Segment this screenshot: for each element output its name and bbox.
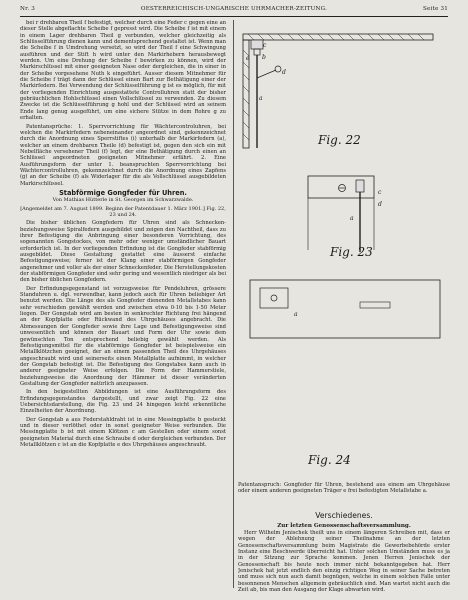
fig-23-label: Fig. 23 [330, 245, 373, 259]
label-a-23: a [350, 215, 354, 222]
article-title: Stabförmige Gongfeder für Uhren. [59, 188, 187, 197]
section-subtitle: Zur letzten Genossenschaftsversammlung. [277, 523, 411, 529]
figure-23 [308, 176, 382, 259]
article-dates: [Angemeldet am 7. August 1899. Beginn der Patentdauer 1. März 1901.] Fig. 22, 23 und 24. [20, 205, 226, 218]
newspaper-title: OESTERREICHISCH-UNGARISCHE UHRMACHER-ZEITUNG. [140, 6, 328, 12]
paragraph: In den beigestellten Abbildungen ist eine Ausführungsform des Erfindungsgegenstandes dargestellt, und zwar zeigt Fig. 22 eine Uebersichtsdarstellung, die Fig. 23 und 24 hingegen leicht erkenntliche Einzelheiten der Anordnung. [20, 389, 226, 415]
label-a-24: a [294, 311, 298, 318]
column-divider [233, 20, 234, 588]
hammer-head [275, 66, 281, 72]
label-a: a [259, 95, 263, 102]
header-rule [20, 16, 448, 17]
paragraph: Der Erfindungsgegenstand ist vorzugsweise für Pendeluhren, grössere Standuhren u. dgl. verwendbar, kann jedoch auch für Uhren beliebiger Art benutzt werden. Die Länge des als Gongfeder dienenden Metallstabes kann sehr verschieden gewählt werden und zwischen etwa 0·10 bis 1·50 Meter liegen. Der Gongstab wird am besten in senkrechter Richtung frei hängend an der Kopfplatte oder Rückwand des Uhrgehäuses angebracht. Die Abmessungen der Gongfeder sowie ihre Lage und Befestigungsweise sind unwesentlich und können der Bauart und Form der Uhr sowie dem gewünschten Ton entsprechend beliebig gewählt werden. Als Befestigungsmittel für die stabförmige Gongfeder ist beispielsweise ein Metallklötzchen geeignet, der an einem passenden Theil des Uhrgehäuses angeschraubt wird und seinerseits einen Metallplatte aufnimmt, in welcher der Gongstab befestigt ist. Die Befestigung des Gongstabes kann auch in anderer geeigneter Weise erfolgen. Die Form der Hammerstiele, beziehungsweise die Anordnung der Hämmer ist dieser veränderten Gestaltung der Gongfeder natürlich anzupassen. [20, 285, 226, 387]
screw-d-24 [271, 295, 277, 301]
article-byline: Von Mathias Hütterle in St. Georgen im Schwarzwalde. [52, 197, 194, 204]
plate-b-23 [356, 180, 364, 192]
paragraph: Die bisher üblichen Gongfedern für Uhren sind als Schnecken-beziehungsweise Spiralfedern ausgebildet und zeigen den Nachtheil, dass zu ihrer Befestigung die Anbringung einer besonderen Vorrichtung, des sogenannten Gongstockes, von mehr oder weniger umständlicher Bauart erforderlich ist. In der vorliegenden Erfindung ist die Gongfeder stabförmig ausgebildet. Diese Gestaltung gestattet eine äusserst einfache Befestigungsweise; ferner ist der Klang einer stabförmigen Gongfeder angenehmer und voller als der einer Schneckenfeder. Die Herstellungskosten der stabförmigen Gongfeder sind sehr gering und wesentlich niedriger als bei den bisher üblichen Gongfedern. [20, 220, 226, 284]
paragraph: Der Gongstab a aus Federstahldraht ist in eine Messingplatte b gesteckt und in dieser verlöthet oder in sonst geeigneter Weise verbunden. Die Messingplatte b ist mit einem Klötzen c am Gestellen oder einem sonst geeigneten Material durch eine Schraube d oder dergleichen verbunden. Der Metallklötzen c ist an die Kopfplatte e des Uhrgehäuses angeschraubt. [20, 416, 226, 448]
left-column [20, 20, 226, 588]
paragraph: Herr Wilhelm Jenischek theilt uns in einem längeren Schreiben mit, dass er wegen der Ablehnung seiner Theilnahme an der letzten Genossenschaftsversammlung beim Magistrate die Gewerbebehörde erster Instanz eine Beschwerde überreicht hat. Unter solchen Umständen muss es ja in der Sitzung zur Sprache kommen. Jenen Herren Jenischek der Genossenschaft bis heute noch immer nicht bekanntgegeben hat. Herr Jenischek hat jetzt endlich den einzig richtigen Weg in seiner Sache betreten und muss sich nun auch damit begnügen, welche in einem solchen Falle unter besonnenen Menschen allgemein gebräuchlich sind. Man wartet nicht auch die Zeit ab, bis man den Ausgang der Klage abwarten wird. [238, 530, 450, 592]
label-c-23: c [378, 189, 382, 196]
block-c-24 [260, 288, 288, 308]
patent-drawings [238, 20, 450, 482]
figures-area [238, 20, 450, 482]
figure-caption: Patentanspruch: Gongfeder für Uhren, bestehend aus einem am Uhrgehäuse oder einem anderen geeigneten Träger e frei befestigten Metallstabe a. [238, 482, 450, 495]
fig-22-label: Fig. 22 [318, 133, 361, 147]
figure-22 [243, 34, 433, 148]
plate-24 [250, 280, 440, 338]
block-c [251, 40, 263, 49]
section-title: Verschiedenes. [315, 511, 373, 520]
issue-number: Nr. 3 [20, 6, 36, 12]
label-d: d [282, 69, 286, 76]
figure-24 [250, 280, 440, 467]
head-plate [243, 34, 433, 40]
fig-24-label: Fig. 24 [308, 453, 351, 467]
section-text [238, 530, 450, 592]
slot-24 [360, 302, 390, 308]
label-b: b [262, 54, 266, 61]
page-number: Seite 31 [423, 6, 448, 12]
plate-b [254, 49, 260, 55]
paragraph: bei r drehbaren Theil f befestigt, welcher durch eine Feder c gegen eine an dieser Stelle abgeflachte Scheibe f gepresst wird. Die Scheibe f ist mit einem in einem Lager drehbaren Theil g verbunden, welcher gleichzeitig als Schlüsselführung dienen kann und dementsprechend gestaltet ist. Wenn man die Scheibe f in Umdrehung versetzt, so wird der Theil f eine Schwingung ausführen und der Stift h wird unter den Markirhebern herausbewegt werden. Um eine Drehung der Scheibe f bewirken zu können, wird der Markirschlüssel mit einer geeigneten Nase oder dergleichen, die in einer in der Scheibe vorgesehene Nuth k eingeführt. Ausser diesem Mitnehmer für die Scheibe f trägt dann der Schlüssel einen Bart zur Bethätigung einer der Markirfedern. Bei Verwendung der Schlüsselführung g ist es möglich, für mit der vorliegenden Einrichtung ausgestattete Controlluhren statt der bisher gebräuchlichen Hohlschlüssel einen Vollschlüssel zu verwenden. Zu diesem Zwecke ist die Schlüsselführung g hohl und der Schlüssel wird an seinem Ende lang genug ausgeführt, um eine sichere Stütze in dem Rohre g zu erhalten. [20, 20, 226, 122]
label-c: c [263, 42, 267, 49]
paragraph: Patentansprüche: 1. Sperrvorrichtung für Wächtercontroluhren, bei welchen die Markirfedern nebeneinander angeordnet sind, gekennzeichnet durch die Anordnung eines Sperrstiftes (i) unterhalb der Markirfedern (a), welcher an einem drehbaren Theile (d) befestigt ist, gegen den sich ein mit Nebelfläche versehener Theil (f) legt, der eine Bethätigung durch einen an Schlüssel angeordneten geeigneten Mitnehmer erfährt. 2. Eine Ausführungsform der unter 1. beanspruchten Sperrvorrichtung bei Wächtercontrolluhren, gekennzeichnet durch die Anordnung eines Zapfens (g) an der Scheibe (f) als Widerlager für die als Vollschlüssel ausgebildeten Markirschlüssel. [20, 123, 226, 187]
label-e: e [246, 55, 250, 62]
label-d-23: d [378, 201, 382, 208]
hammer-stem [257, 70, 276, 78]
